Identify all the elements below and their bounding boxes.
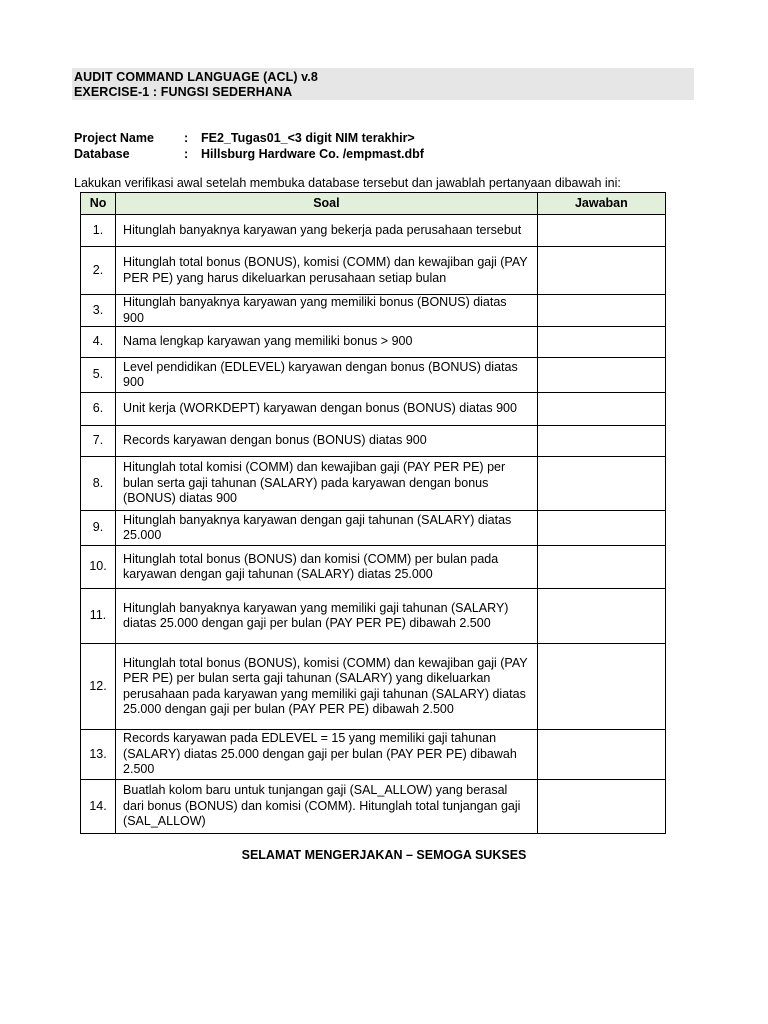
question-text: Hitunglah banyaknya karyawan dengan gaji tahunan (SALARY) diatas 25.000 (116, 511, 538, 546)
table-row (81, 780, 666, 834)
row-number: 9. (81, 511, 116, 546)
answer-cell[interactable] (537, 511, 665, 546)
question-text: Hitunglah total bonus (BONUS), komisi (COMM) dan kewajiban gaji (PAY PER PE) per bulan serta gaji tahunan (SALARY) yang dikeluarkan perusahaan pada karyawan yang memiliki gaji tahunan (SALARY) diatas 25.000 dengan gaji per bulan (PAY PER PE) dibawah 2.500 (116, 644, 538, 730)
question-text: Hitunglah banyaknya karyawan yang bekerja pada perusahaan tersebut (116, 215, 538, 247)
table-row (81, 426, 666, 457)
row-number: 4. (81, 327, 116, 358)
question-text: Hitunglah total bonus (BONUS) dan komisi (COMM) per bulan pada karyawan dengan gaji tahunan (SALARY) diatas 25.000 (116, 546, 538, 589)
answer-cell[interactable] (537, 644, 665, 730)
database-value: Hillsburg Hardware Co. /empmast.dbf (201, 147, 424, 161)
row-number: 11. (81, 589, 116, 644)
questions-table (80, 192, 666, 834)
table-row (81, 589, 666, 644)
row-number: 10. (81, 546, 116, 589)
row-number: 12. (81, 644, 116, 730)
table-row (81, 393, 666, 426)
column-header-jawaban: Jawaban (537, 193, 665, 215)
answer-cell[interactable] (537, 327, 665, 358)
answer-cell[interactable] (537, 393, 665, 426)
row-number: 7. (81, 426, 116, 457)
column-header-no: No (81, 193, 116, 215)
question-text: Nama lengkap karyawan yang memiliki bonus > 900 (116, 327, 538, 358)
question-text: Records karyawan pada EDLEVEL = 15 yang memiliki gaji tahunan (SALARY) diatas 25.000 dengan gaji per bulan (PAY PER PE) dibawah 2.500 (116, 730, 538, 780)
question-text: Unit kerja (WORKDEPT) karyawan dengan bonus (BONUS) diatas 900 (116, 393, 538, 426)
table-row (81, 215, 666, 247)
table-row (81, 546, 666, 589)
table-row (81, 511, 666, 546)
question-text: Hitunglah total bonus (BONUS), komisi (COMM) dan kewajiban gaji (PAY PER PE) yang harus dikeluarkan perusahaan setiap bulan (116, 247, 538, 295)
table-row (81, 730, 666, 780)
table-row (81, 644, 666, 730)
row-number: 1. (81, 215, 116, 247)
table-row (81, 457, 666, 511)
table-row (81, 327, 666, 358)
answer-cell[interactable] (537, 215, 665, 247)
row-number: 8. (81, 457, 116, 511)
row-number: 14. (81, 780, 116, 834)
row-number: 5. (81, 358, 116, 393)
question-text: Hitunglah total komisi (COMM) dan kewajiban gaji (PAY PER PE) per bulan serta gaji tahunan (SALARY) pada karyawan dengan bonus (BONUS) diatas 900 (116, 457, 538, 511)
database-separator: : (184, 147, 189, 161)
row-number: 3. (81, 295, 116, 327)
answer-cell[interactable] (537, 426, 665, 457)
table-row (81, 358, 666, 393)
row-number: 2. (81, 247, 116, 295)
question-text: Buatlah kolom baru untuk tunjangan gaji (SAL_ALLOW) yang berasal dari bonus (BONUS) dan komisi (COMM). Hitunglah total tunjangan gaji (SAL_ALLOW) (116, 780, 538, 834)
answer-cell[interactable] (537, 780, 665, 834)
database-label: Database (74, 147, 130, 161)
answer-cell[interactable] (537, 730, 665, 780)
answer-cell[interactable] (537, 546, 665, 589)
table-row (81, 247, 666, 295)
row-number: 6. (81, 393, 116, 426)
column-header-soal: Soal (116, 193, 538, 215)
table-row (81, 295, 666, 327)
answer-cell[interactable] (537, 589, 665, 644)
question-text: Hitunglah banyaknya karyawan yang memiliki gaji tahunan (SALARY) diatas 25.000 dengan gaji per bulan (PAY PER PE) dibawah 2.500 (116, 589, 538, 644)
answer-cell[interactable] (537, 358, 665, 393)
document-title: AUDIT COMMAND LANGUAGE (ACL) v.8 (74, 70, 318, 84)
question-text: Hitunglah banyaknya karyawan yang memiliki bonus (BONUS) diatas 900 (116, 295, 538, 327)
question-text: Records karyawan dengan bonus (BONUS) diatas 900 (116, 426, 538, 457)
row-number: 13. (81, 730, 116, 780)
question-text: Level pendidikan (EDLEVEL) karyawan dengan bonus (BONUS) diatas 900 (116, 358, 538, 393)
project-name-separator: : (184, 131, 189, 145)
closing-message: SELAMAT MENGERJAKAN – SEMOGA SUKSES (241, 848, 527, 862)
exercise-subtitle: EXERCISE-1 : FUNGSI SEDERHANA (74, 85, 293, 99)
answer-cell[interactable] (537, 457, 665, 511)
table-header-row (81, 193, 666, 215)
instructions-text: Lakukan verifikasi awal setelah membuka database tersebut dan jawablah pertanyaan dibawah ini: (74, 176, 621, 190)
answer-cell[interactable] (537, 295, 665, 327)
answer-cell[interactable] (537, 247, 665, 295)
project-name-value: FE2_Tugas01_<3 digit NIM terakhir> (201, 131, 415, 145)
project-name-label: Project Name (74, 131, 154, 145)
